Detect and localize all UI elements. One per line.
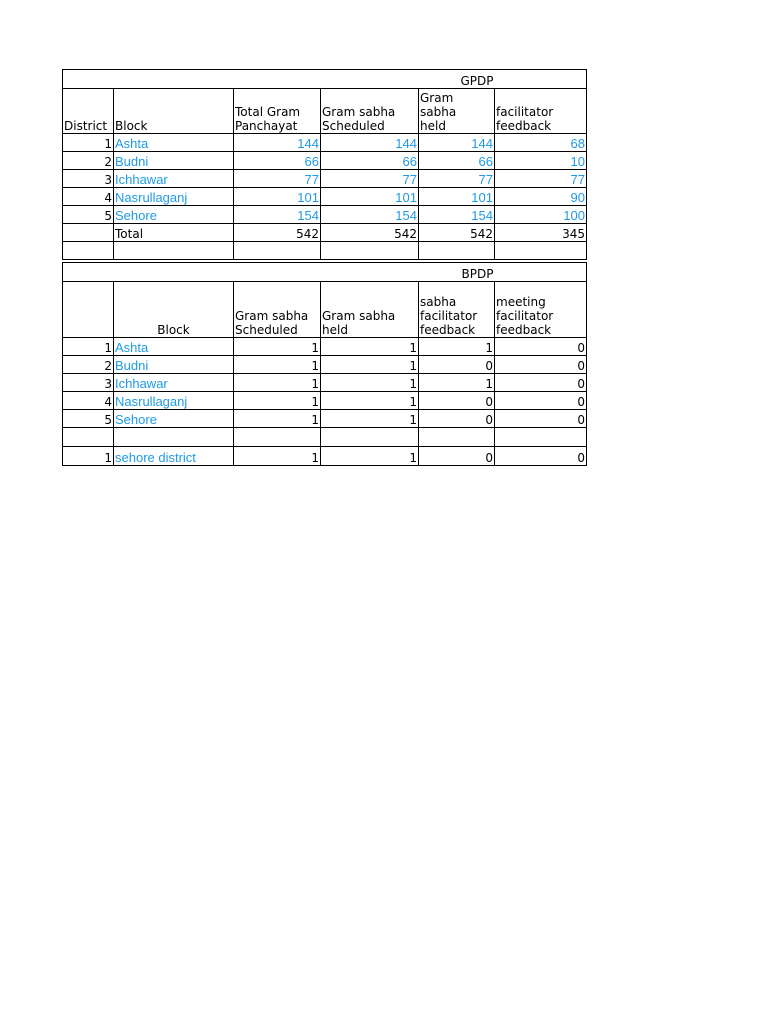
sabha-feedback-cell: 0 [419, 410, 495, 428]
held-cell: 1 [321, 392, 419, 410]
header-line: Total Gram [235, 105, 301, 119]
empty-cell [321, 70, 419, 89]
header-line: held [420, 119, 446, 133]
header-line: held [322, 323, 348, 337]
empty-cell [321, 242, 419, 260]
empty-cell [321, 263, 419, 282]
district-cell: 4 [63, 392, 114, 410]
sabha-feedback-cell: 0 [419, 392, 495, 410]
total-cell[interactable]: 66 [234, 152, 321, 170]
bpdp-title-row [63, 263, 587, 282]
empty-cell [495, 428, 587, 447]
total-row [63, 224, 587, 242]
district-cell: 5 [63, 206, 114, 224]
meeting-feedback-cell: 0 [495, 356, 587, 374]
empty-cell [63, 242, 114, 260]
scheduled-cell[interactable]: 154 [321, 206, 419, 224]
total-cell[interactable]: 154 [234, 206, 321, 224]
empty-cell [234, 428, 321, 447]
table-row [63, 374, 587, 392]
held-cell: 1 [321, 374, 419, 392]
scheduled-cell: 1 [234, 392, 321, 410]
district-cell: 1 [63, 447, 114, 466]
district-cell: 1 [63, 134, 114, 152]
district-cell: 3 [63, 374, 114, 392]
meeting-feedback-cell: 0 [495, 392, 587, 410]
held-cell: 1 [321, 338, 419, 356]
table-row [63, 356, 587, 374]
feedback-cell[interactable]: 90 [495, 188, 587, 206]
held-cell[interactable]: 101 [419, 188, 495, 206]
scheduled-cell[interactable]: 66 [321, 152, 419, 170]
block-link[interactable]: Budni [114, 152, 234, 170]
scheduled-cell[interactable]: 144 [321, 134, 419, 152]
gpdp-table [62, 69, 587, 260]
gpdp-header-row [63, 89, 587, 134]
block-link[interactable]: Ashta [114, 338, 234, 356]
header-sabha-facilitator-feedback [419, 282, 495, 338]
empty-cell [63, 263, 114, 282]
feedback-cell[interactable]: 77 [495, 170, 587, 188]
total-cell[interactable]: 101 [234, 188, 321, 206]
sabha-feedback-cell: 1 [419, 338, 495, 356]
empty-cell [63, 282, 114, 338]
header-block: Block [114, 89, 234, 134]
block-link[interactable]: Nasrullaganj [114, 392, 234, 410]
block-link[interactable]: Nasrullaganj [114, 188, 234, 206]
empty-cell [63, 428, 114, 447]
district-row [63, 447, 587, 466]
held-cell: 1 [321, 410, 419, 428]
header-line: Panchayat [235, 119, 298, 133]
header-total-gram-panchayat [234, 89, 321, 134]
held-sum: 542 [419, 224, 495, 242]
gpdp-section-title: GPDP [419, 70, 495, 89]
empty-cell [63, 224, 114, 242]
empty-cell [419, 242, 495, 260]
meeting-feedback-cell: 0 [495, 447, 587, 466]
header-meeting-facilitator-feedback [495, 282, 587, 338]
scheduled-cell: 1 [234, 356, 321, 374]
header-line: Scheduled [235, 323, 298, 337]
feedback-cell[interactable]: 100 [495, 206, 587, 224]
sabha-feedback-cell: 0 [419, 447, 495, 466]
header-line: Gram sabha [322, 309, 396, 323]
held-cell[interactable]: 144 [419, 134, 495, 152]
district-cell: 2 [63, 356, 114, 374]
table-row [63, 188, 587, 206]
block-link[interactable]: Ichhawar [114, 170, 234, 188]
table-row [63, 152, 587, 170]
held-cell: 1 [321, 356, 419, 374]
held-cell[interactable]: 154 [419, 206, 495, 224]
header-gram-sabha-held [321, 282, 419, 338]
empty-cell [114, 70, 234, 89]
header-line: feedback [420, 323, 476, 337]
empty-cell [234, 70, 321, 89]
scheduled-cell: 1 [234, 447, 321, 466]
bpdp-table [62, 262, 587, 466]
header-line: feedback [496, 323, 552, 337]
empty-cell [63, 70, 114, 89]
header-line: sabha [420, 295, 457, 309]
empty-cell [114, 242, 234, 260]
blank-row [63, 428, 587, 447]
held-cell[interactable]: 66 [419, 152, 495, 170]
feedback-cell[interactable]: 68 [495, 134, 587, 152]
gpdp-title-row [63, 70, 587, 89]
district-link[interactable]: sehore district [114, 447, 234, 466]
blank-row [63, 242, 587, 260]
feedback-cell[interactable]: 10 [495, 152, 587, 170]
bpdp-header-row [63, 282, 587, 338]
header-line: facilitator [496, 309, 554, 323]
district-cell: 3 [63, 170, 114, 188]
sabha-feedback-cell: 1 [419, 374, 495, 392]
total-cell[interactable]: 144 [234, 134, 321, 152]
block-link[interactable]: Sehore [114, 206, 234, 224]
meeting-feedback-cell: 0 [495, 410, 587, 428]
empty-cell [234, 263, 321, 282]
header-line: Gram sabha [235, 309, 309, 323]
empty-cell [321, 428, 419, 447]
district-cell: 1 [63, 338, 114, 356]
scheduled-cell: 1 [234, 338, 321, 356]
header-gram-sabha-scheduled [234, 282, 321, 338]
district-cell: 4 [63, 188, 114, 206]
total-gp-sum: 542 [234, 224, 321, 242]
block-link[interactable]: Ichhawar [114, 374, 234, 392]
header-gram-sabha-held [419, 89, 495, 134]
header-block: Block [114, 282, 234, 338]
bpdp-section-title: BPDP [419, 263, 495, 282]
scheduled-sum: 542 [321, 224, 419, 242]
held-cell: 1 [321, 447, 419, 466]
total-label: Total [114, 224, 234, 242]
empty-cell [495, 70, 587, 89]
header-district: District [63, 89, 114, 134]
scheduled-cell[interactable]: 101 [321, 188, 419, 206]
header-line: facilitator [420, 309, 478, 323]
header-line: Gram sabha [420, 91, 457, 119]
scheduled-cell: 1 [234, 410, 321, 428]
empty-cell [495, 263, 587, 282]
total-cell[interactable]: 77 [234, 170, 321, 188]
sabha-feedback-cell: 0 [419, 356, 495, 374]
empty-cell [114, 428, 234, 447]
district-cell: 2 [63, 152, 114, 170]
header-facilitator-feedback [495, 89, 587, 134]
scheduled-cell: 1 [234, 374, 321, 392]
empty-cell [419, 428, 495, 447]
header-line: facilitator [496, 105, 554, 119]
table-row [63, 134, 587, 152]
block-link[interactable]: Sehore [114, 410, 234, 428]
header-line: Gram sabha [322, 105, 396, 119]
scheduled-cell[interactable]: 77 [321, 170, 419, 188]
empty-cell [114, 263, 234, 282]
feedback-sum: 345 [495, 224, 587, 242]
meeting-feedback-cell: 0 [495, 374, 587, 392]
header-line: feedback [496, 119, 552, 133]
block-link[interactable]: Budni [114, 356, 234, 374]
empty-cell [234, 242, 321, 260]
empty-cell [495, 242, 587, 260]
header-line: Scheduled [322, 119, 385, 133]
table-row [63, 170, 587, 188]
meeting-feedback-cell: 0 [495, 338, 587, 356]
held-cell[interactable]: 77 [419, 170, 495, 188]
table-row [63, 392, 587, 410]
header-gram-sabha-scheduled [321, 89, 419, 134]
header-line: meeting [496, 295, 546, 309]
table-row [63, 206, 587, 224]
table-row [63, 410, 587, 428]
district-cell: 5 [63, 410, 114, 428]
table-row [63, 338, 587, 356]
block-link[interactable]: Ashta [114, 134, 234, 152]
